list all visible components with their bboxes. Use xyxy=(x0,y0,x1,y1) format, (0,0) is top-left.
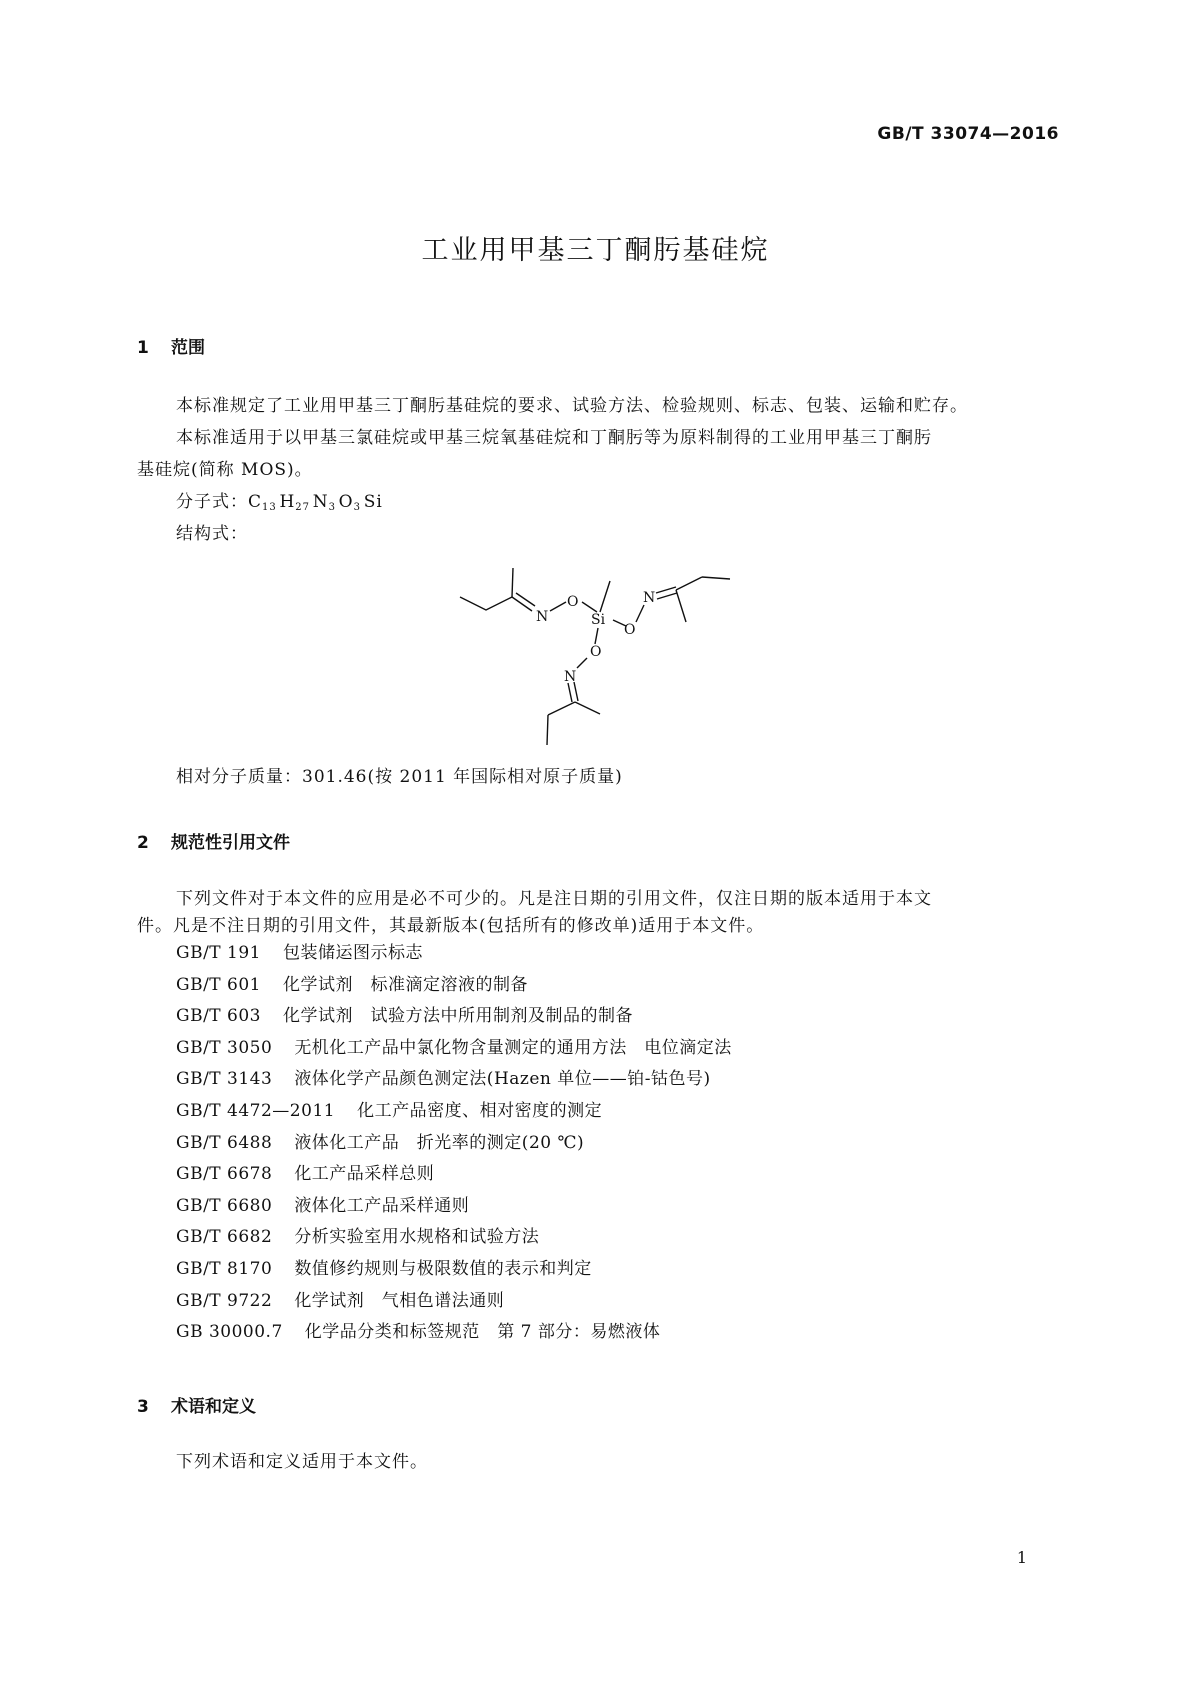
section-2-number: 2 xyxy=(137,833,149,853)
reference-item xyxy=(176,938,732,970)
normative-references-list xyxy=(176,938,732,1349)
reference-item xyxy=(176,1064,732,1096)
reference-code: GB/T 191 xyxy=(176,943,261,963)
reference-code: GB/T 6678 xyxy=(176,1164,273,1185)
reference-title: 化学试剂 标准滴定溶液的制备 xyxy=(283,974,528,995)
reference-item xyxy=(176,970,732,1002)
reference-item xyxy=(176,1222,732,1254)
atom-n-left: N xyxy=(536,609,549,625)
reference-item xyxy=(176,1128,732,1160)
reference-code: GB/T 6680 xyxy=(176,1195,273,1216)
reference-title: 液体化学产品颜色测定法(Hazen 单位——铂-钴色号) xyxy=(294,1069,711,1090)
reference-code: GB/T 6682 xyxy=(176,1227,273,1248)
formula-label: 分子式： xyxy=(176,492,248,512)
reference-code: GB 30000.7 xyxy=(176,1322,283,1343)
reference-title: 化工产品采样总则 xyxy=(294,1164,435,1185)
reference-code: GB/T 603 xyxy=(176,1006,261,1027)
reference-title: 液体化工产品 折光率的测定(20 ℃) xyxy=(294,1132,585,1153)
section-1-heading xyxy=(137,333,205,358)
section-2-title: 规范性引用文件 xyxy=(171,833,290,853)
reference-item xyxy=(176,1159,732,1191)
reference-code: GB/T 3050 xyxy=(176,1037,273,1058)
reference-item xyxy=(176,1254,732,1286)
molecular-formula: 分子式：$C_{13}$ $H_{27}$ $N_3$ $O_3$ Si xyxy=(176,492,383,513)
page-number: 1 xyxy=(1016,1548,1027,1567)
section-3-number: 3 xyxy=(137,1397,149,1417)
atom-o-left: O xyxy=(567,594,579,610)
relative-molecular-mass: 相对分子质量：301.46(按 2011 年国际相对原子质量) xyxy=(176,767,623,787)
scope-paragraph-2-line-1: 本标准适用于以甲基三氯硅烷或甲基三烷氧基硅烷和丁酮肟等为原料制得的工业用甲基三丁酮肟 xyxy=(176,428,932,448)
reference-title: 液体化工产品采样通则 xyxy=(294,1195,470,1216)
reference-title: 化学试剂 试验方法中所用制剂及制品的制备 xyxy=(283,1006,633,1027)
atom-o-bottom: O xyxy=(590,644,602,660)
reference-code: GB/T 3143 xyxy=(176,1069,273,1090)
atom-n-right: N xyxy=(643,590,656,606)
section-1-title: 范围 xyxy=(171,338,205,358)
scope-paragraph-2-line-2: 基硅烷(简称 MOS)。 xyxy=(137,460,313,480)
reference-code: GB/T 9722 xyxy=(176,1290,273,1311)
structural-formula xyxy=(440,548,760,753)
reference-title: 无机化工产品中氯化物含量测定的通用方法 电位滴定法 xyxy=(294,1037,732,1058)
terms-paragraph: 下列术语和定义适用于本文件。 xyxy=(176,1452,428,1472)
reference-code: GB/T 601 xyxy=(176,974,261,995)
section-3-heading xyxy=(137,1392,256,1417)
reference-item xyxy=(176,1033,732,1065)
reference-item xyxy=(176,1096,732,1128)
section-1-number: 1 xyxy=(137,338,149,358)
references-intro-line-2: 件。凡是不注日期的引用文件，其最新版本(包括所有的修改单)适用于本文件。 xyxy=(137,916,765,936)
reference-title: 化工产品密度、相对密度的测定 xyxy=(357,1100,603,1121)
reference-code: GB/T 6488 xyxy=(176,1132,273,1153)
reference-title: 数值修约规则与极限数值的表示和判定 xyxy=(294,1258,592,1279)
atom-o-right: O xyxy=(624,622,636,638)
standard-code: GB/T 33074—2016 xyxy=(877,124,1059,144)
reference-title: 化学试剂 气相色谱法通则 xyxy=(294,1290,505,1311)
reference-code: GB/T 4472—2011 xyxy=(176,1100,336,1121)
atom-si: Si xyxy=(591,612,606,628)
references-intro-line-1: 下列文件对于本文件的应用是必不可少的。凡是注日期的引用文件，仅注日期的版本适用于本文 xyxy=(176,889,932,909)
document-title: 工业用甲基三丁酮肟基硅烷 xyxy=(421,235,770,266)
scope-paragraph-1: 本标准规定了工业用甲基三丁酮肟基硅烷的要求、试验方法、检验规则、标志、包装、运输和贮存。 xyxy=(176,396,968,416)
reference-code: GB/T 8170 xyxy=(176,1258,273,1279)
reference-title: 化学品分类和标签规范 第 7 部分：易燃液体 xyxy=(304,1322,661,1343)
section-3-title: 术语和定义 xyxy=(171,1397,256,1417)
reference-title: 分析实验室用水规格和试验方法 xyxy=(294,1227,540,1248)
reference-item xyxy=(176,1001,732,1033)
reference-item xyxy=(176,1286,732,1318)
reference-item xyxy=(176,1191,732,1223)
structure-label: 结构式： xyxy=(176,524,248,544)
atom-n-bottom: N xyxy=(564,669,577,685)
reference-title: 包装储运图示标志 xyxy=(283,943,423,963)
reference-item xyxy=(176,1317,732,1349)
section-2-heading xyxy=(137,828,290,853)
